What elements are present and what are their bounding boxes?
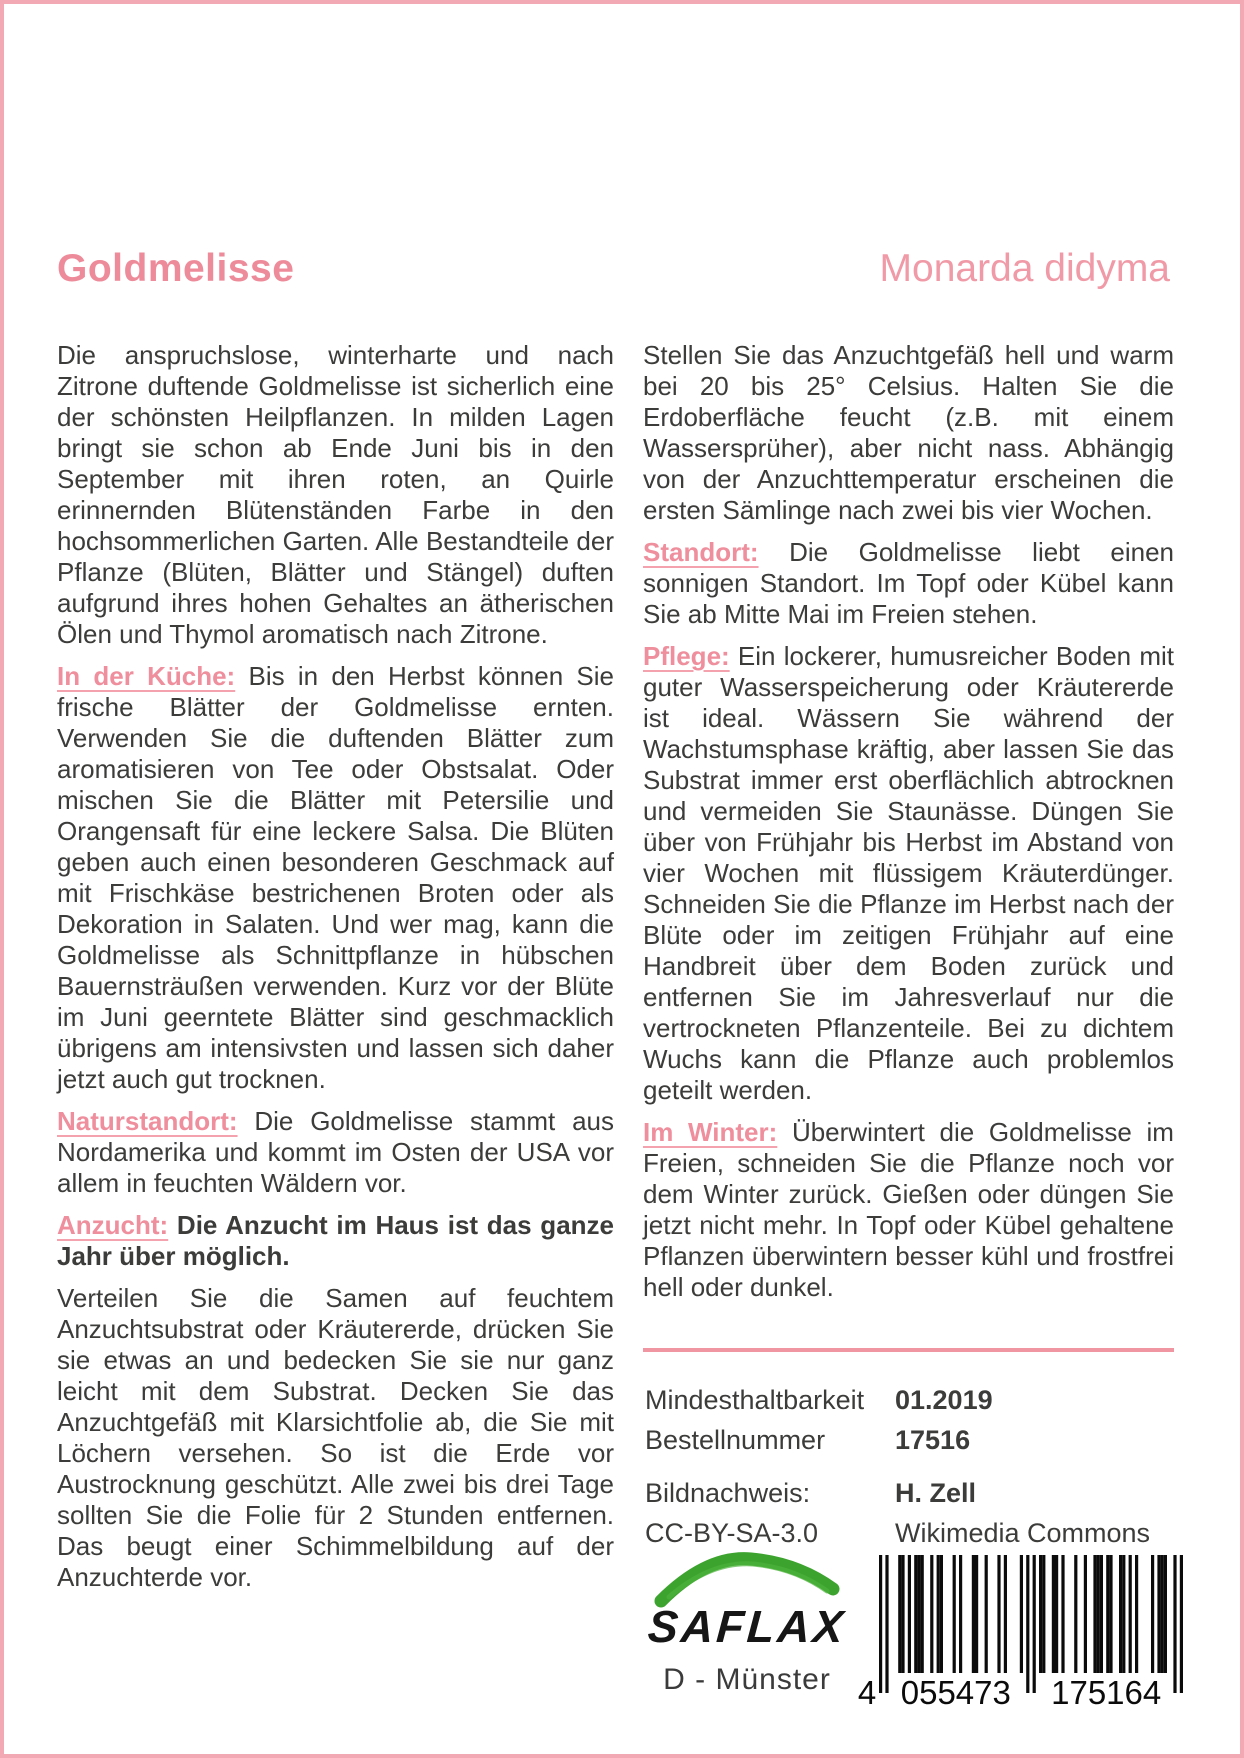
section-pflege [643, 641, 1174, 1106]
brand-arc-icon [647, 1549, 847, 1609]
svg-text:4: 4 [857, 1674, 877, 1707]
section-text-naturstandort: Die Goldmelisse stammt aus Nordamerika und kommt im Osten der USA vor allem in feuchten Wäldern vor. [57, 1106, 614, 1198]
section-text-kueche: Bis in den Herbst können Sie frische Blätter der Goldmelisse ernten. Verwenden Sie die duftenden Blätter zum aromatisieren von Tee oder Obstsalat. Oder mischen Sie die Blätter mit Petersilie und Orangensaft für eine leckere Salsa. Die Blüten geben auch einen besonderen Geschmack auf mit Frischkäse bestrichenen Broten oder als Dekoration in Salaten. Und wer mag, kann die Goldmelisse als Schnittpflanze in hübschen Bauernsträußen verwenden. Kurz vor der Blüte im Juni geerntete Blätter sind geschmacklich übrigens am intensivsten und lassen sich daher jetzt auch gut trocknen. [57, 661, 614, 1094]
brand-logo [640, 1549, 854, 1697]
right-column [643, 340, 1174, 1314]
license-label: CC-BY-SA-3.0 [645, 1518, 819, 1548]
brand-city: D - Münster [663, 1663, 831, 1696]
license-value: Wikimedia Commons [895, 1518, 1151, 1548]
order-number-label: Bestellnummer [645, 1425, 826, 1455]
anzucht-continued-text: Stellen Sie das Anzuchtgefäß hell und warm bei 20 bis 25° Celsius. Halten Sie die Erdoberfläche feucht (z.B. mit einem Wassersprüher), aber nicht nass. Abhängig von der Anzuchttemperatur erscheinen die ersten Sämlinge nach zwei bis vier Wochen. [643, 340, 1174, 525]
section-anzucht [57, 1210, 614, 1272]
photo-credit-label: Bildnachweis: [645, 1478, 811, 1508]
product-info-block [645, 1380, 1176, 1566]
section-im-winter [643, 1117, 1174, 1303]
section-text-standort: Die Goldmelisse liebt einen sonnigen Standort. Im Topf oder Kübel kann Sie ab Mitte Mai im Freien stehen. [643, 537, 1175, 629]
section-heading-standort: Standort: [643, 537, 759, 567]
section-text-pflege: Ein lockerer, humusreicher Boden mit guter Wasserspeicherung oder Kräutererde ist ideal. Wässern Sie während der Wachstumsphase kräftig, aber lassen Sie das Substrat immer erst oberflächlich abtrocknen und vermeiden Sie Staunässe. Düngen Sie über von Frühjahr bis Herbst im Abstand von vier Wochen mit flüssigem Kräuterdünger. Schneiden Sie die Pflanze im Herbst nach der Blüte oder im zeitigen Frühjahr auf eine Handbreit über dem Boden zurück und entfernen Sie im Jahresverlauf nur die vertrockneten Pflanzenteile. Bei zu dichtem Wuchs kann die Pflanze auch problemlos geteilt werden. [643, 641, 1174, 1105]
intro-text: Die anspruchslose, winterharte und nach Zitrone duftende Goldmelisse ist sicherlich eine der schönsten Heilpflanzen. In milden Lagen bringt sie schon ab Ende Juni bis in den September mit ihren roten, an Quirle erinnernden Blütenständen Farbe in den hochsommerlichen Garten. Alle Bestandteile der Pflanze (Blüten, Blätter und Stängel) duften aufgrund ihres hohen Gehaltes an ätherischen Ölen und Thymol aromatisch nach Zitrone. [57, 340, 614, 649]
anzucht-continued-paragraph [643, 340, 1174, 526]
section-heading-naturstandort: Naturstandort: [57, 1106, 238, 1136]
photo-credit-value: H. Zell [895, 1478, 977, 1508]
svg-text:055473: 055473 [900, 1674, 1011, 1707]
shelf-life-label: Mindesthaltbarkeit [645, 1385, 865, 1415]
info-row-shelf-life [645, 1380, 1176, 1420]
svg-text:175164: 175164 [1051, 1674, 1162, 1707]
left-column [57, 340, 614, 1604]
section-naturstandort [57, 1106, 614, 1199]
outro-text: Verteilen Sie die Samen auf feuchtem Anzuchtsubstrat oder Kräutererde, drücken Sie sie etwas an und bedecken Sie sie nur ganz leicht mit dem Substrat. Decken Sie das Anzuchtgefäß mit Klarsichtfolie ab, die Sie mit Löchern versehen. So ist die Erde vor Austrocknung geschützt. Alle zwei bis drei Tage sollten Sie die Folie für 2 Stunden entfernen. Das beugt einer Schimmelbildung auf der Anzuchterde vor. [57, 1283, 614, 1592]
info-row-photo-credit [645, 1473, 1176, 1513]
outro-paragraph [57, 1283, 614, 1593]
section-heading-pflege: Pflege: [643, 641, 730, 671]
latin-name: Monarda didyma [879, 247, 1170, 290]
page-title: Goldmelisse [57, 247, 295, 290]
intro-paragraph [57, 340, 614, 650]
barcode [855, 1555, 1187, 1712]
brand-name: SAFLAX [646, 1601, 848, 1652]
section-heading-im-winter: Im Winter: [643, 1117, 778, 1147]
section-text-anzucht: Die Anzucht im Haus ist das ganze Jahr über möglich. [57, 1210, 614, 1271]
section-kueche [57, 661, 614, 1095]
section-heading-anzucht: Anzucht: [57, 1210, 169, 1240]
shelf-life-value: 01.2019 [895, 1385, 993, 1415]
order-number-value: 17516 [895, 1425, 971, 1455]
section-heading-kueche: In der Küche: [57, 661, 236, 691]
pink-divider-line [643, 1348, 1174, 1352]
info-group-order [645, 1380, 1176, 1460]
info-row-license [645, 1513, 1176, 1553]
info-group-credit [645, 1473, 1176, 1553]
info-row-order-number [645, 1420, 1176, 1460]
section-standort [643, 537, 1174, 630]
section-text-im-winter: Überwintert die Goldmelisse im Freien, schneiden Sie die Pflanze noch vor dem Winter zurück. Gießen oder düngen Sie jetzt nicht mehr. In Topf oder Kübel gehaltene Pflanzen überwintern besser kühl und frostfrei hell oder dunkel. [643, 1117, 1174, 1302]
